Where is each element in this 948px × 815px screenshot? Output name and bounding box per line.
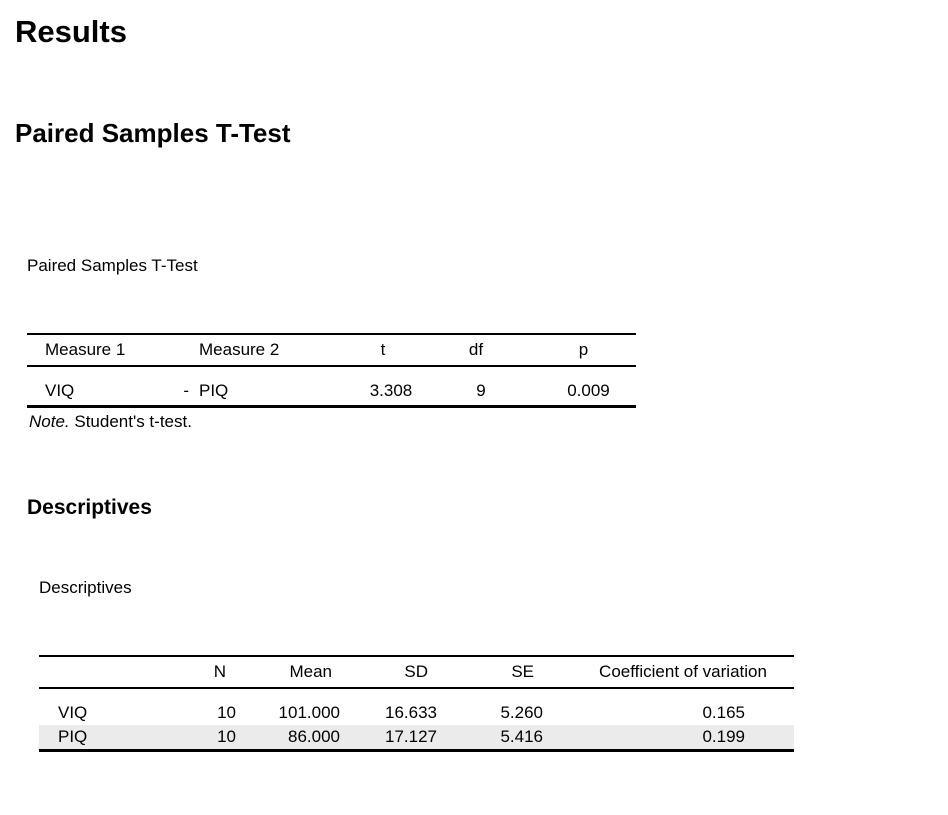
header-separator bbox=[155, 334, 191, 366]
cell-cv: 0.199 bbox=[572, 725, 794, 751]
cell-measure-2: PIQ bbox=[191, 377, 345, 407]
header-n: N bbox=[164, 656, 236, 688]
cell-se: 5.260 bbox=[500, 703, 543, 722]
note-prefix: Note. bbox=[29, 412, 70, 431]
table-note bbox=[29, 411, 192, 433]
ttest-table-caption: Paired Samples T-Test bbox=[27, 256, 198, 275]
cell-sd: 16.633 bbox=[385, 703, 437, 722]
header-sd: SD bbox=[356, 656, 462, 688]
cell-p: 0.009 bbox=[531, 377, 636, 407]
cell-label: PIQ bbox=[39, 725, 164, 751]
table-row bbox=[27, 377, 636, 407]
cell-sd: 17.127 bbox=[356, 725, 462, 751]
cell-mean: 101.000 bbox=[278, 703, 340, 722]
cell-n: 10 bbox=[217, 703, 236, 722]
cell-df: 9 bbox=[421, 377, 531, 407]
header-mean: Mean bbox=[236, 656, 356, 688]
table-row bbox=[39, 701, 794, 725]
page-title: Results bbox=[15, 14, 127, 49]
cell-n: 10 bbox=[164, 725, 236, 751]
section-title-paired-t-test: Paired Samples T-Test bbox=[15, 118, 291, 148]
cell-cv: 0.165 bbox=[702, 703, 745, 722]
header-cv: Coefficient of variation bbox=[572, 656, 794, 688]
cell-separator: - bbox=[155, 377, 191, 407]
header-df: df bbox=[421, 334, 531, 366]
paired-samples-t-test-table bbox=[27, 333, 636, 408]
header-measure-2: Measure 2 bbox=[191, 334, 345, 366]
table-header-row bbox=[27, 334, 636, 366]
descriptives-table-caption: Descriptives bbox=[39, 578, 132, 597]
section-title-descriptives: Descriptives bbox=[27, 496, 152, 519]
header-t: t bbox=[345, 334, 421, 366]
header-se: SE bbox=[462, 656, 572, 688]
cell-mean: 86.000 bbox=[236, 725, 356, 751]
header-label bbox=[39, 656, 164, 688]
cell-label: VIQ bbox=[58, 703, 88, 722]
table-row bbox=[39, 725, 794, 751]
cell-measure-1: VIQ bbox=[27, 377, 155, 407]
table-header-row bbox=[39, 656, 794, 688]
cell-t: 3.308 bbox=[345, 377, 421, 407]
descriptives-table bbox=[39, 655, 794, 752]
note-text: Student's t-test. bbox=[69, 412, 192, 431]
cell-se: 5.416 bbox=[462, 725, 572, 751]
header-p: p bbox=[531, 334, 636, 366]
header-measure-1: Measure 1 bbox=[27, 334, 155, 366]
